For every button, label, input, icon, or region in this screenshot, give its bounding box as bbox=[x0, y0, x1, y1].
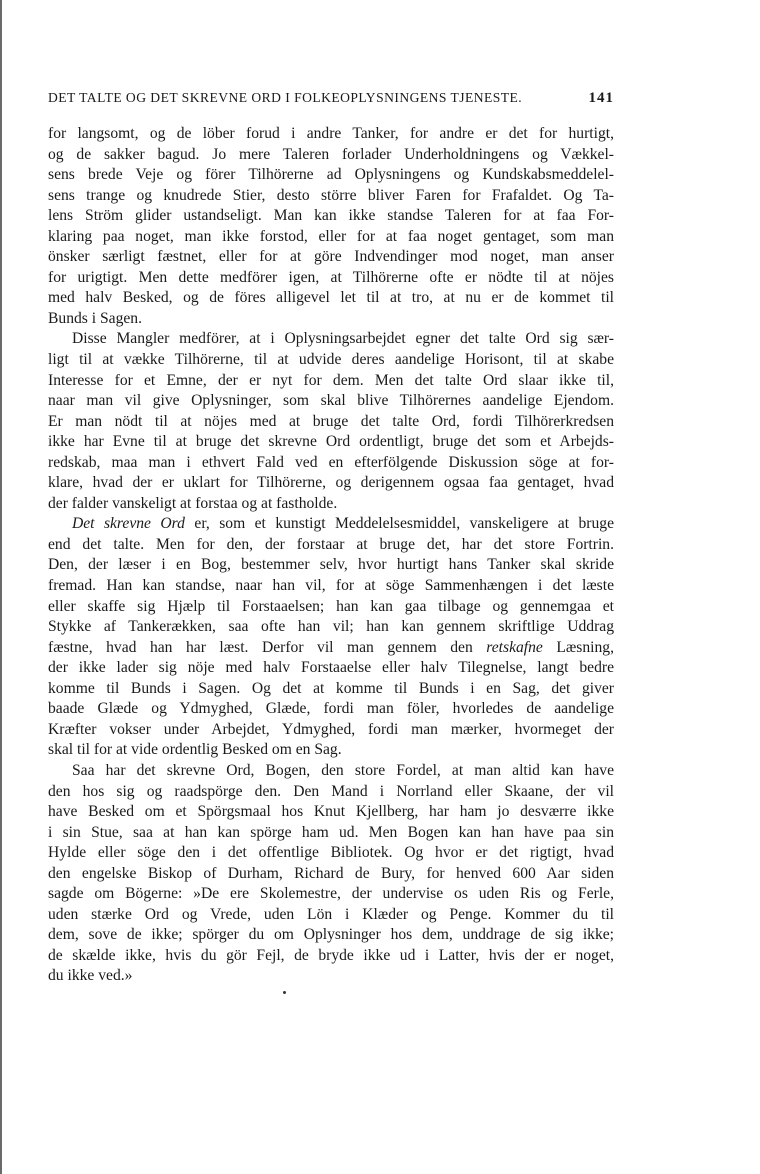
text-line: naar man vil give Oplysninger, som skal blive Tilhörernes aandelige Ejendom. bbox=[48, 392, 614, 410]
text-line: sagde om Bögerne: »De ere Skolemestre, der undervise os uden Ris og Ferle, bbox=[48, 885, 614, 903]
paragraph-end-line: der falder vanskeligt at forstaa og at fastholde. bbox=[48, 494, 338, 512]
running-head bbox=[48, 90, 614, 112]
text-line: Stykke af Tankerækken, saa ofte han vil; han kan gennem skriftlige Uddrag bbox=[48, 618, 614, 636]
paragraph-start-line: Disse Mangler medförer, at i Oplysningsarbejdet egner det talte Ord sig sær- bbox=[72, 330, 614, 348]
text-line bbox=[48, 638, 614, 659]
text-line: med halv Besked, og de föres alligevel let til at tro, at nu er de kommet til bbox=[48, 289, 614, 307]
text-line: ligt til at vække Tilhörerne, til at udvide deres aandelige Horisont, til at skabe bbox=[48, 351, 614, 369]
line-end: Læsning, bbox=[542, 638, 614, 656]
text-line: Hylde eller söge den i det offentlige Bibliotek. Og hvor er det rigtigt, hvad bbox=[48, 844, 614, 862]
paragraph-start-line: Saa har det skrevne Ord, Bogen, den store Fordel, at man altid kan have bbox=[72, 761, 614, 779]
paragraph-end-line: du ikke ved.» bbox=[48, 967, 133, 985]
running-title: DET TALTE OG DET SKREVNE ORD I FOLKEOPLYSNINGENS TJENESTE. bbox=[48, 90, 523, 105]
text-line: have Besked om et Spörgsmaal hos Knut Kjellberg, har ham jo desværre ikke bbox=[48, 803, 614, 821]
line-continuation: er, som et kunstigt Meddelelsesmiddel, vanskeligere at bruge bbox=[184, 515, 614, 533]
line-start: fæstne, hvad han har læst. Derfor vil man gennem den bbox=[48, 638, 487, 656]
text-line: baade Glæde og Ydmyghed, Glæde, fordi man föler, hvorledes de aandelige bbox=[48, 700, 614, 718]
text-line: sens trange og knudrede Stier, desto större bliver Faren for Frafaldet. Og Ta- bbox=[48, 186, 614, 204]
body-text bbox=[48, 124, 614, 987]
text-line: Den, der læser i en Bog, bestemmer selv, hvor hurtigt hans Tanker skal skride bbox=[48, 556, 614, 574]
italic-term: retskafne bbox=[486, 638, 543, 656]
text-line: Kræfter vokser under Arbejdet, Ydmyghed, fordi man mærker, hvormeget der bbox=[48, 720, 614, 738]
scan-border bbox=[0, 0, 2, 1174]
text-line: dem, sove de ikke; spörger du om Oplysninger hos dem, unddrage de sig ikke; bbox=[48, 926, 614, 944]
italic-term: Det skrevne Ord bbox=[72, 515, 185, 533]
paragraph-end-line: skal til for at vide ordentlig Besked om en Sag. bbox=[48, 741, 342, 759]
text-line: den engelske Biskop of Durham, Richard de Bury, for henved 600 Aar siden bbox=[48, 864, 614, 882]
ink-speck bbox=[283, 991, 286, 994]
text-line: lens Ström glider ustandseligt. Man kan ikke standse Taleren for at faa For- bbox=[48, 207, 614, 225]
paragraph-end-line: Bunds i Sagen. bbox=[48, 309, 142, 327]
text-line: uden stærke Ord og Vrede, uden Lön i Klæder og Penge. Kommer du til bbox=[48, 905, 614, 923]
text-line: der ikke lader sig nöje med halv Forstaaelse eller halv Tilegnelse, langt bedre bbox=[48, 659, 614, 677]
text-line: ikke har Evne til at bruge det skrevne Ord ordentligt, bruge det som et Arbejds- bbox=[48, 433, 614, 451]
text-line: eller skaffe sig Hjælp til Forstaaelsen; han kan gaa tilbage og gennemgaa et bbox=[48, 597, 614, 615]
text-line: sens brede Veje og förer Tilhörerne ad Oplysningens og Kundskabsmeddelel- bbox=[48, 166, 614, 184]
text-line: önsker særligt fæstnet, eller for at göre Indvendinger mod noget, man anser bbox=[48, 248, 614, 266]
text-line: den hos sig og raadspörge den. Den Mand i Norrland eller Skaane, der vil bbox=[48, 782, 614, 800]
text-line: fremad. Han kan standse, naar han vil, for at söge Sammenhængen i det læste bbox=[48, 577, 614, 595]
text-line: komme til Bunds i Sagen. Og det at komme til Bunds i en Sag, det giver bbox=[48, 679, 614, 697]
text-line: og de sakker bagud. Jo mere Taleren forlader Underholdningens og Vækkel- bbox=[48, 145, 614, 163]
paragraph-start-line bbox=[48, 514, 614, 535]
text-line: i sin Stue, saa at han kan spörge ham ud. Men Bogen kan han have paa sin bbox=[48, 823, 614, 841]
text-line: de skælde ikke, hvis du gör Fejl, de bryde ikke ud i Latter, hvis der er noget, bbox=[48, 946, 614, 964]
text-line: klaring paa noget, man ikke forstod, eller for at faa noget gentaget, som man bbox=[48, 227, 614, 245]
page-number: 141 bbox=[588, 90, 614, 106]
text-line: end det talte. Men for den, der forstaar at bruge det, har det store Fortrin. bbox=[48, 535, 614, 553]
text-line: Interesse for et Emne, der er nyt for dem. Men det talte Ord slaar ikke til, bbox=[48, 371, 614, 389]
text-line: klare, hvad der er uklart for Tilhörerne, og derigennem ogsaa faa gentaget, hvad bbox=[48, 474, 614, 492]
text-line: for urigtigt. Men dette medförer igen, at Tilhörerne ofte er nödte til at nöjes bbox=[48, 268, 614, 286]
text-line: for langsomt, og de löber forud i andre Tanker, for andre er det for hurtigt, bbox=[48, 125, 614, 142]
text-line: Er man nödt til at nöjes med at bruge det talte Ord, fordi Tilhörerkredsen bbox=[48, 412, 614, 430]
text-line: redskab, maa man i ethvert Fald ved en efterfölgende Diskussion söge at for- bbox=[48, 453, 614, 471]
